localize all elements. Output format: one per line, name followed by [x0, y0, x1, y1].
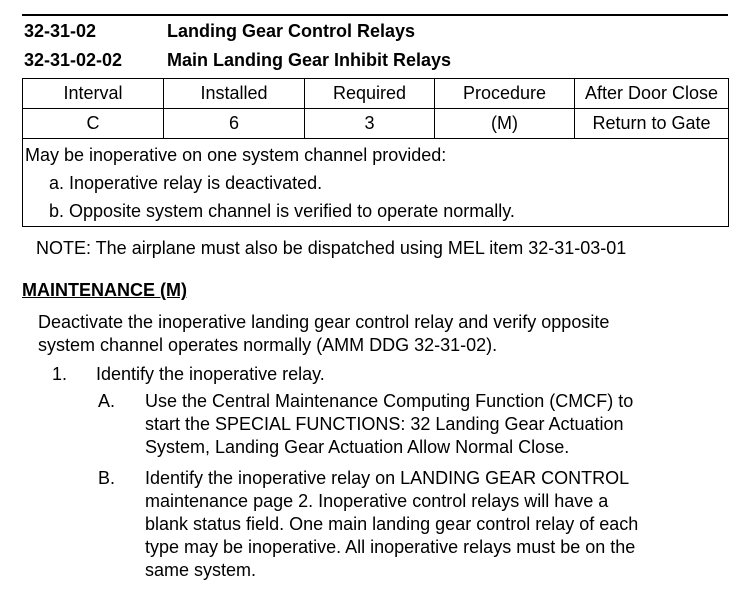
installed-value: 6	[164, 109, 305, 139]
substep-text	[145, 390, 633, 459]
column-header: Required	[305, 79, 435, 109]
required-value: 3	[305, 109, 435, 139]
subitem-number: 32-31-02-02	[24, 50, 123, 70]
mel-table	[22, 78, 729, 227]
remarks-item: a. Inoperative relay is deactivated.	[49, 173, 323, 193]
column-header: After Door Close	[575, 79, 729, 109]
item-number: 32-31-02	[24, 21, 97, 41]
substep-line: start the SPECIAL FUNCTIONS: 32 Landing Gear Actuation	[145, 414, 624, 434]
table-header-row	[23, 79, 729, 109]
substep-line: same system.	[145, 560, 257, 580]
substep-text	[145, 467, 638, 582]
substep-line: blank status field. One main landing gear control relay of each	[145, 514, 639, 534]
intro-line: system channel operates normally (AMM DDG 32-31-02).	[38, 335, 498, 355]
maintenance-intro	[38, 311, 609, 357]
intro-line: Deactivate the inoperative landing gear control relay and verify opposite	[38, 312, 610, 332]
top-rule	[22, 14, 728, 16]
item-title: Landing Gear Control Relays	[167, 21, 416, 41]
step-text: Identify the inoperative relay.	[96, 364, 325, 384]
remarks-item: b. Opposite system channel is verified to operate normally.	[49, 201, 515, 221]
after-door-close-value: Return to Gate	[575, 109, 729, 139]
column-header: Interval	[23, 79, 164, 109]
maintenance-heading: MAINTENANCE (M)	[22, 280, 187, 300]
substep-line: maintenance page 2. Inoperative control relays will have a	[145, 491, 609, 511]
substep-line: Identify the inoperative relay on LANDING GEAR CONTROL	[145, 468, 630, 488]
column-header: Procedure	[435, 79, 575, 109]
substep-line: type may be inoperative. All inoperative relays must be on the	[145, 537, 636, 557]
substep-line: Use the Central Maintenance Computing Function (CMCF) to	[145, 391, 634, 411]
substep-letter: B.	[98, 468, 116, 488]
interval-value: C	[23, 109, 164, 139]
substep-line: System, Landing Gear Actuation Allow Normal Close.	[145, 437, 570, 457]
substep-letter: A.	[98, 391, 116, 411]
remarks-intro: May be inoperative on one system channel provided:	[25, 145, 447, 165]
subitem-title: Main Landing Gear Inhibit Relays	[167, 50, 452, 70]
procedure-value: (M)	[435, 109, 575, 139]
dispatch-note: NOTE: The airplane must also be dispatched using MEL item 32-31-03-01	[36, 238, 627, 258]
remarks-cell	[23, 139, 729, 227]
step-number: 1.	[52, 364, 68, 384]
table-remarks-row	[23, 139, 729, 227]
table-values-row	[23, 109, 729, 139]
column-header: Installed	[164, 79, 305, 109]
